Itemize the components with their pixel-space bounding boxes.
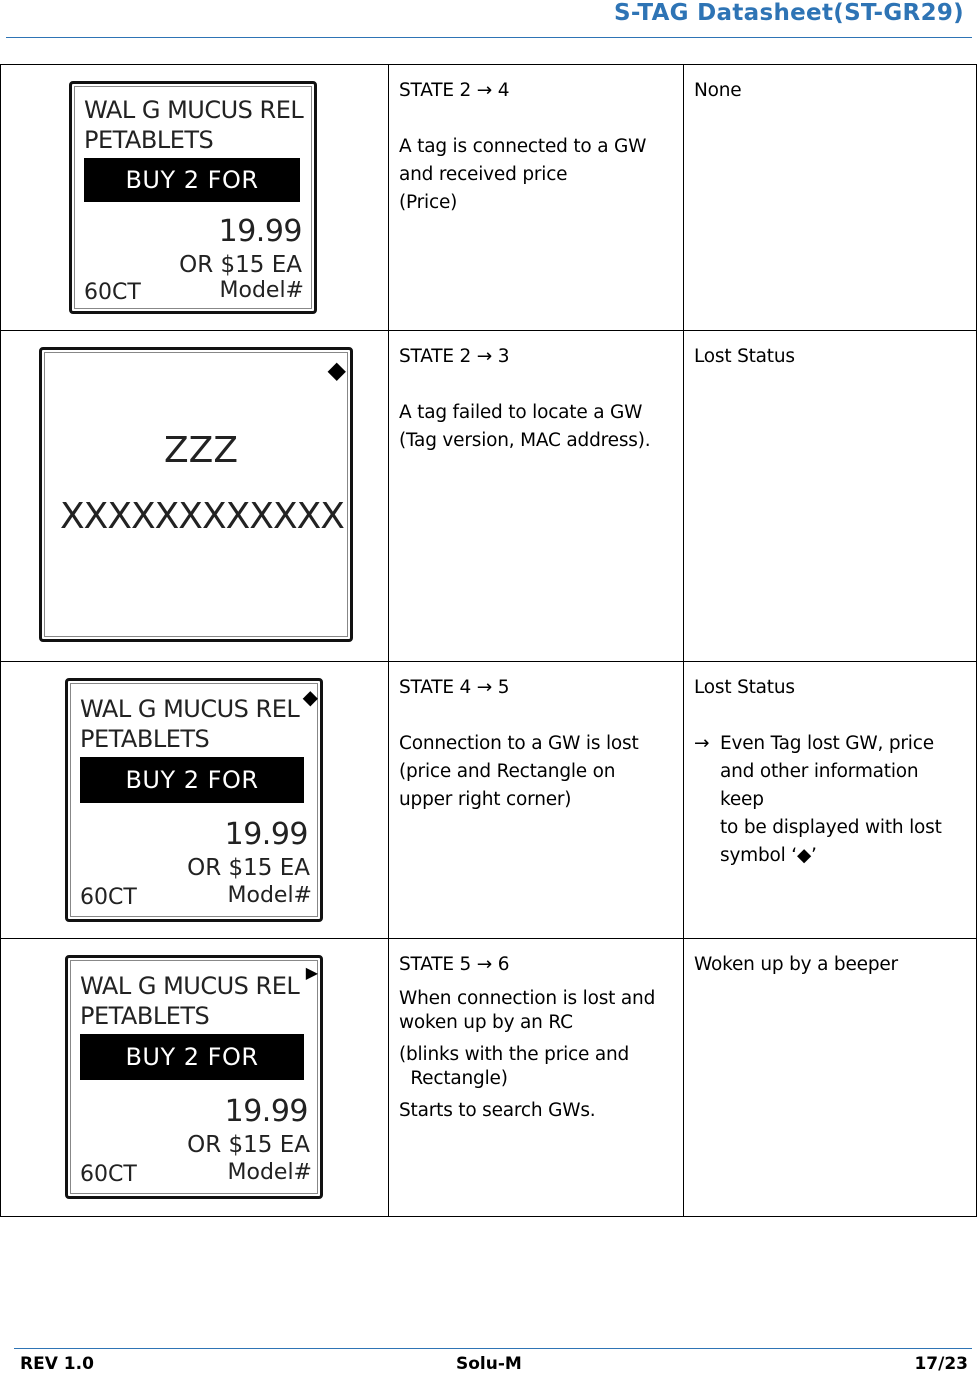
state-description-cell: [389, 65, 684, 331]
note-line: Even Tag lost GW, price: [720, 733, 934, 754]
tag-unit-price: OR $15 EA: [187, 1132, 310, 1158]
description-line: upper right corner): [399, 789, 572, 810]
note-line: and other information keep: [720, 761, 919, 810]
lost-diamond-icon: ◆: [327, 356, 346, 384]
mac-placeholder-text: XXXXXXXXXXXX: [60, 496, 344, 537]
tag-price: 19.99: [224, 1094, 308, 1129]
description-line: When connection is lost and: [399, 988, 656, 1009]
tag-count: 60CT: [80, 1162, 137, 1187]
table-row: [1, 65, 977, 331]
tag-model: Model#: [219, 278, 304, 303]
note-line: symbol ‘◆’: [720, 845, 817, 866]
description-line: woken up by an RC: [399, 1012, 573, 1033]
state-label: STATE 2 → 4: [399, 80, 510, 101]
lost-screen-image: [39, 347, 353, 642]
description-line: Starts to search GWs.: [399, 1100, 596, 1121]
state-description-cell: [389, 662, 684, 939]
tag-image-cell: [1, 939, 389, 1217]
right-arrow-icon: →: [694, 733, 710, 754]
tag-display-image: [65, 678, 323, 922]
tag-display-image: [65, 955, 323, 1199]
footer-company: Solu-M: [456, 1354, 522, 1374]
description-line: (Price): [399, 192, 458, 213]
state-description-cell: [389, 939, 684, 1217]
description-line: (price and Rectangle on: [399, 761, 616, 782]
tag-price: 19.99: [218, 214, 302, 249]
description-line: A tag failed to locate a GW: [399, 402, 643, 423]
tag-model: Model#: [227, 883, 312, 908]
indicator-note: [694, 730, 966, 870]
description-line: (Tag version, MAC address).: [399, 430, 651, 451]
table-row: [1, 331, 977, 662]
lost-diamond-icon: ◆: [302, 685, 318, 709]
tag-product-line2: PETABLETS: [80, 1002, 210, 1030]
tag-promo-banner: BUY 2 FOR: [84, 158, 300, 202]
description-line: A tag is connected to a GW: [399, 136, 647, 157]
tag-unit-price: OR $15 EA: [187, 855, 310, 881]
table-row: [1, 662, 977, 939]
state-table: [0, 64, 977, 1217]
description-line: (blinks with the price and: [399, 1044, 630, 1065]
tag-promo-banner: BUY 2 FOR: [80, 757, 304, 803]
tag-image-cell: [1, 65, 389, 331]
sleep-text: ZZZ: [164, 430, 238, 471]
footer-revision: REV 1.0: [20, 1354, 94, 1374]
description-line: and received price: [399, 164, 568, 185]
tag-count: 60CT: [84, 280, 141, 305]
tag-product-line1: WAL G MUCUS REL: [80, 972, 300, 1000]
indicator-label: None: [694, 80, 742, 101]
play-triangle-icon: ▶: [305, 963, 318, 982]
state-label: STATE 4 → 5: [399, 677, 510, 698]
tag-display-image: [69, 81, 317, 314]
state-description-cell: [389, 331, 684, 662]
tag-product-line2: PETABLETS: [84, 126, 214, 154]
footer-page-number: 17/23: [914, 1354, 968, 1374]
indicator-cell: [684, 331, 977, 662]
document-title: S-TAG Datasheet(ST-GR29): [614, 0, 964, 26]
tag-image-cell: [1, 331, 389, 662]
tag-product-line1: WAL G MUCUS REL: [80, 695, 300, 723]
note-line: to be displayed with lost: [720, 817, 942, 838]
tag-promo-banner: BUY 2 FOR: [80, 1034, 304, 1080]
description-line: Rectangle): [399, 1068, 508, 1089]
tag-price: 19.99: [224, 817, 308, 852]
tag-product-line1: WAL G MUCUS REL: [84, 96, 304, 124]
tag-product-line2: PETABLETS: [80, 725, 210, 753]
tag-count: 60CT: [80, 885, 137, 910]
indicator-cell: [684, 939, 977, 1217]
indicator-label: Lost Status: [694, 677, 795, 698]
state-label: STATE 2 → 3: [399, 346, 510, 367]
tag-unit-price: OR $15 EA: [179, 252, 302, 278]
footer-rule: [14, 1348, 972, 1349]
table-row: [1, 939, 977, 1217]
indicator-cell: [684, 662, 977, 939]
tag-model: Model#: [227, 1160, 312, 1185]
indicator-cell: [684, 65, 977, 331]
indicator-label: Lost Status: [694, 346, 795, 367]
header-rule: [6, 37, 972, 38]
tag-image-cell: [1, 662, 389, 939]
description-line: Connection to a GW is lost: [399, 733, 639, 754]
indicator-label: Woken up by a beeper: [694, 954, 898, 975]
state-label: STATE 5 → 6: [399, 954, 510, 975]
